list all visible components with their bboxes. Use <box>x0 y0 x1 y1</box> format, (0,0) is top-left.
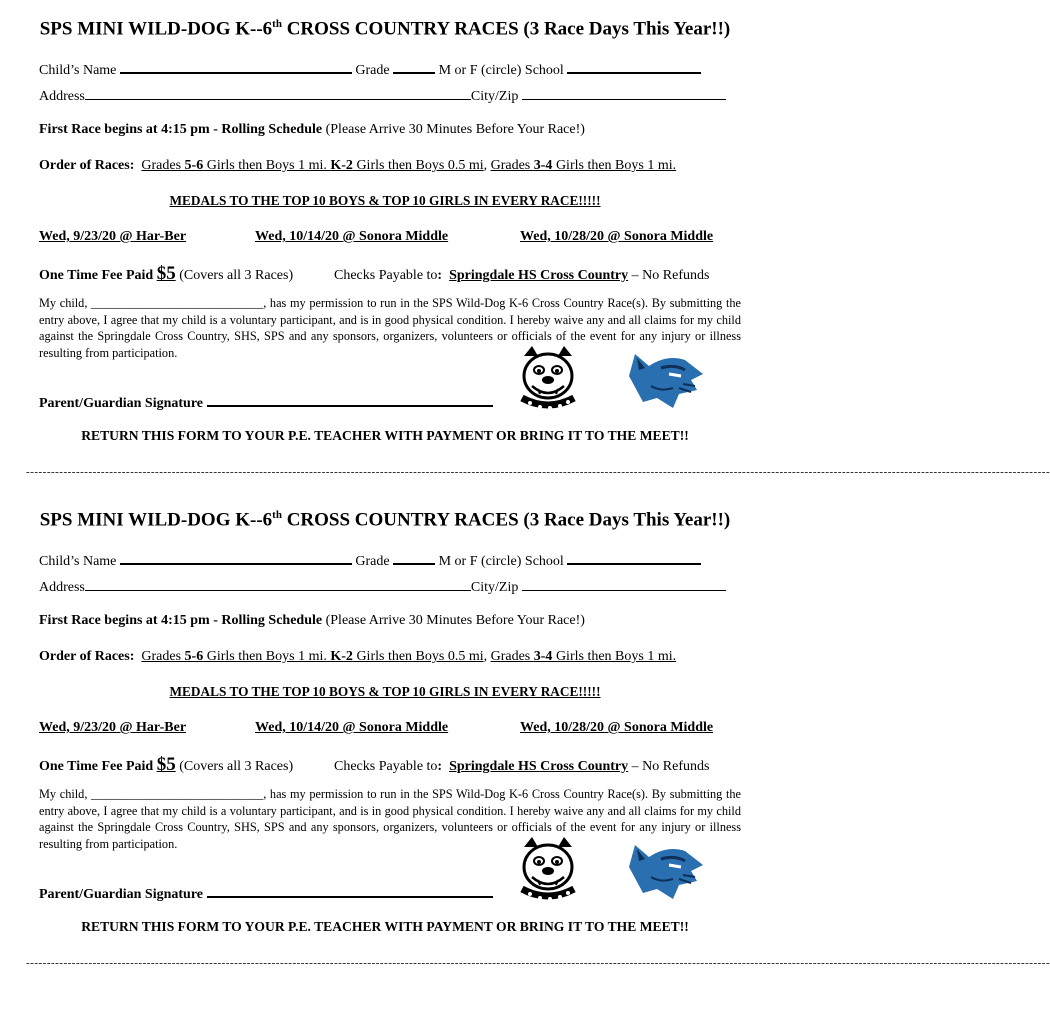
fee-amount: $5 <box>156 754 176 775</box>
order-segments <box>141 649 676 664</box>
childs-name-label: Child’s Name <box>39 554 117 569</box>
return-instructions: RETURN THIS FORM TO YOUR P.E. TEACHER WITH PAYMENT OR BRING IT TO THE MEET!! <box>81 428 689 443</box>
race-date-1: Wed, 9/23/20 @ Har-Ber <box>39 229 187 244</box>
bulldog-mascot-icon <box>512 342 584 418</box>
order-segment: 5-6 <box>184 649 204 664</box>
cut-line: ------------------------------------------------------------------------------------------------------------------------------------------------------------------------------------------------------------------------------------------------------ <box>26 466 1050 478</box>
cut-line: ------------------------------------------------------------------------------------------------------------------------------------------------------------------------------------------------------------------------------------------------------ <box>26 957 1050 969</box>
signature-line <box>39 393 493 412</box>
fee-line <box>39 754 293 776</box>
order-segment: Grades <box>141 158 185 173</box>
address-row <box>39 87 726 105</box>
wildcat-mascot-icon <box>621 837 707 907</box>
order-of-races <box>39 649 676 665</box>
grade-field[interactable] <box>393 60 435 74</box>
order-label: Order of Races: <box>39 649 135 664</box>
childs-name-label: Child’s Name <box>39 63 117 78</box>
title-post: CROSS COUNTRY RACES (3 Race Days This Year!!) <box>281 18 731 40</box>
grade-field[interactable] <box>393 551 435 565</box>
gender-label: M or F (circle) <box>438 63 522 78</box>
address-row <box>39 578 726 596</box>
grade-label: Grade <box>355 554 390 569</box>
city-zip-label: City/Zip <box>470 89 519 104</box>
order-segment: Girls then Boys 1 mi. <box>552 649 677 664</box>
fee-line <box>39 263 293 285</box>
form-title <box>0 509 770 531</box>
title-sup: th <box>272 509 282 521</box>
title-pre: SPS MINI WILD-DOG K--6 <box>39 509 273 531</box>
checks-line <box>334 759 709 775</box>
child-info-row <box>39 551 701 570</box>
signature-label: Parent/Guardian Signature <box>39 887 204 902</box>
checks-label: Checks Payable to <box>334 759 438 774</box>
first-race-note: (Please Arrive 30 Minutes Before Your Race!) <box>322 122 585 137</box>
order-segment: Girls then Boys 1 mi. <box>203 649 331 664</box>
address-label: Address <box>39 580 85 595</box>
fee-label: One Time Fee Paid <box>39 268 154 283</box>
first-race-line <box>39 613 585 629</box>
first-race-note: (Please Arrive 30 Minutes Before Your Race!) <box>322 613 585 628</box>
school-field[interactable] <box>567 551 701 565</box>
fee-note: (Covers all 3 Races) <box>179 759 294 774</box>
form-title <box>0 18 770 40</box>
order-segment: Girls then Boys 1 mi. <box>552 158 677 173</box>
school-label: School <box>524 63 564 78</box>
race-date-3: Wed, 10/28/20 @ Sonora Middle <box>520 720 714 735</box>
order-segment: Grades <box>490 649 534 664</box>
order-segment: 3-4 <box>533 649 553 664</box>
childs-name-field[interactable] <box>120 60 352 74</box>
waiver-paragraph: My child, ____________________________, has my permission to run in the SPS Wild-Dog K-6 Cross Country Race(s). By submitting the entry above, I agree that my child is a voluntary participant, and is in good physical condition. I hereby waive any and all claims for my child against the Springdale Cross Country, SHS, SPS and any sponsors, organizers, volunteers or officials of the event for any injury or illness resulting from participation. <box>39 787 741 851</box>
child-info-row <box>39 60 701 79</box>
first-race-bold: First Race begins at 4:15 pm - Rolling Schedule <box>39 613 323 628</box>
address-field[interactable] <box>85 87 471 100</box>
order-segment: Girls then Boys 1 mi. <box>203 158 331 173</box>
checks-colon: : <box>437 268 443 283</box>
order-segment: K-2 <box>330 649 353 664</box>
order-segment: 5-6 <box>184 158 204 173</box>
city-zip-field[interactable] <box>522 578 726 591</box>
city-zip-field[interactable] <box>522 87 726 100</box>
gender-label: M or F (circle) <box>438 554 522 569</box>
order-segment: Girls then Boys 0.5 mi <box>352 158 484 173</box>
address-field[interactable] <box>85 578 471 591</box>
title-pre: SPS MINI WILD-DOG K--6 <box>39 18 273 40</box>
address-label: Address <box>39 89 85 104</box>
refund-note: – No Refunds <box>628 759 710 774</box>
checks-payee: Springdale HS Cross Country <box>449 759 629 774</box>
fee-amount: $5 <box>156 263 176 284</box>
order-segment: Grades <box>490 158 534 173</box>
signature-label: Parent/Guardian Signature <box>39 396 204 411</box>
fee-label: One Time Fee Paid <box>39 759 154 774</box>
school-field[interactable] <box>567 60 701 74</box>
fee-note: (Covers all 3 Races) <box>179 268 294 283</box>
return-instructions: RETURN THIS FORM TO YOUR P.E. TEACHER WITH PAYMENT OR BRING IT TO THE MEET!! <box>81 919 689 934</box>
order-segments <box>141 158 676 173</box>
checks-payee: Springdale HS Cross Country <box>449 268 629 283</box>
order-of-races <box>39 158 676 174</box>
order-segment: Girls then Boys 0.5 mi <box>352 649 484 664</box>
entry-form-2 <box>0 491 1050 981</box>
waiver-paragraph: My child, ____________________________, has my permission to run in the SPS Wild-Dog K-6 Cross Country Race(s). By submitting the entry above, I agree that my child is a voluntary participant, and is in good physical condition. I hereby waive any and all claims for my child against the Springdale Cross Country, SHS, SPS and any sponsors, organizers, volunteers or officials of the event for any injury or illness resulting from participation. <box>39 296 741 360</box>
medals-announcement: MEDALS TO THE TOP 10 BOYS & TOP 10 GIRLS IN EVERY RACE!!!!! <box>169 193 601 208</box>
bulldog-mascot-icon <box>512 833 584 909</box>
school-label: School <box>524 554 564 569</box>
race-date-2: Wed, 10/14/20 @ Sonora Middle <box>255 229 449 244</box>
checks-label: Checks Payable to <box>334 268 438 283</box>
order-segment: Grades <box>141 649 185 664</box>
wildcat-mascot-icon <box>621 346 707 416</box>
order-segment: K-2 <box>330 158 353 173</box>
title-post: CROSS COUNTRY RACES (3 Race Days This Year!!) <box>281 509 731 531</box>
entry-form-1 <box>0 0 1050 490</box>
first-race-bold: First Race begins at 4:15 pm - Rolling Schedule <box>39 122 323 137</box>
race-date-1: Wed, 9/23/20 @ Har-Ber <box>39 720 187 735</box>
order-segment: 3-4 <box>533 158 553 173</box>
order-segment: , <box>483 158 491 173</box>
checks-colon: : <box>437 759 443 774</box>
city-zip-label: City/Zip <box>470 580 519 595</box>
refund-note: – No Refunds <box>628 268 710 283</box>
title-sup: th <box>272 18 282 30</box>
signature-field[interactable] <box>207 393 493 407</box>
childs-name-field[interactable] <box>120 551 352 565</box>
order-label: Order of Races: <box>39 158 135 173</box>
order-segment: , <box>483 649 491 664</box>
signature-field[interactable] <box>207 884 493 898</box>
grade-label: Grade <box>355 63 390 78</box>
signature-line <box>39 884 493 903</box>
first-race-line <box>39 122 585 138</box>
race-date-2: Wed, 10/14/20 @ Sonora Middle <box>255 720 449 735</box>
race-date-3: Wed, 10/28/20 @ Sonora Middle <box>520 229 714 244</box>
checks-line <box>334 268 709 284</box>
medals-announcement: MEDALS TO THE TOP 10 BOYS & TOP 10 GIRLS IN EVERY RACE!!!!! <box>169 684 601 699</box>
